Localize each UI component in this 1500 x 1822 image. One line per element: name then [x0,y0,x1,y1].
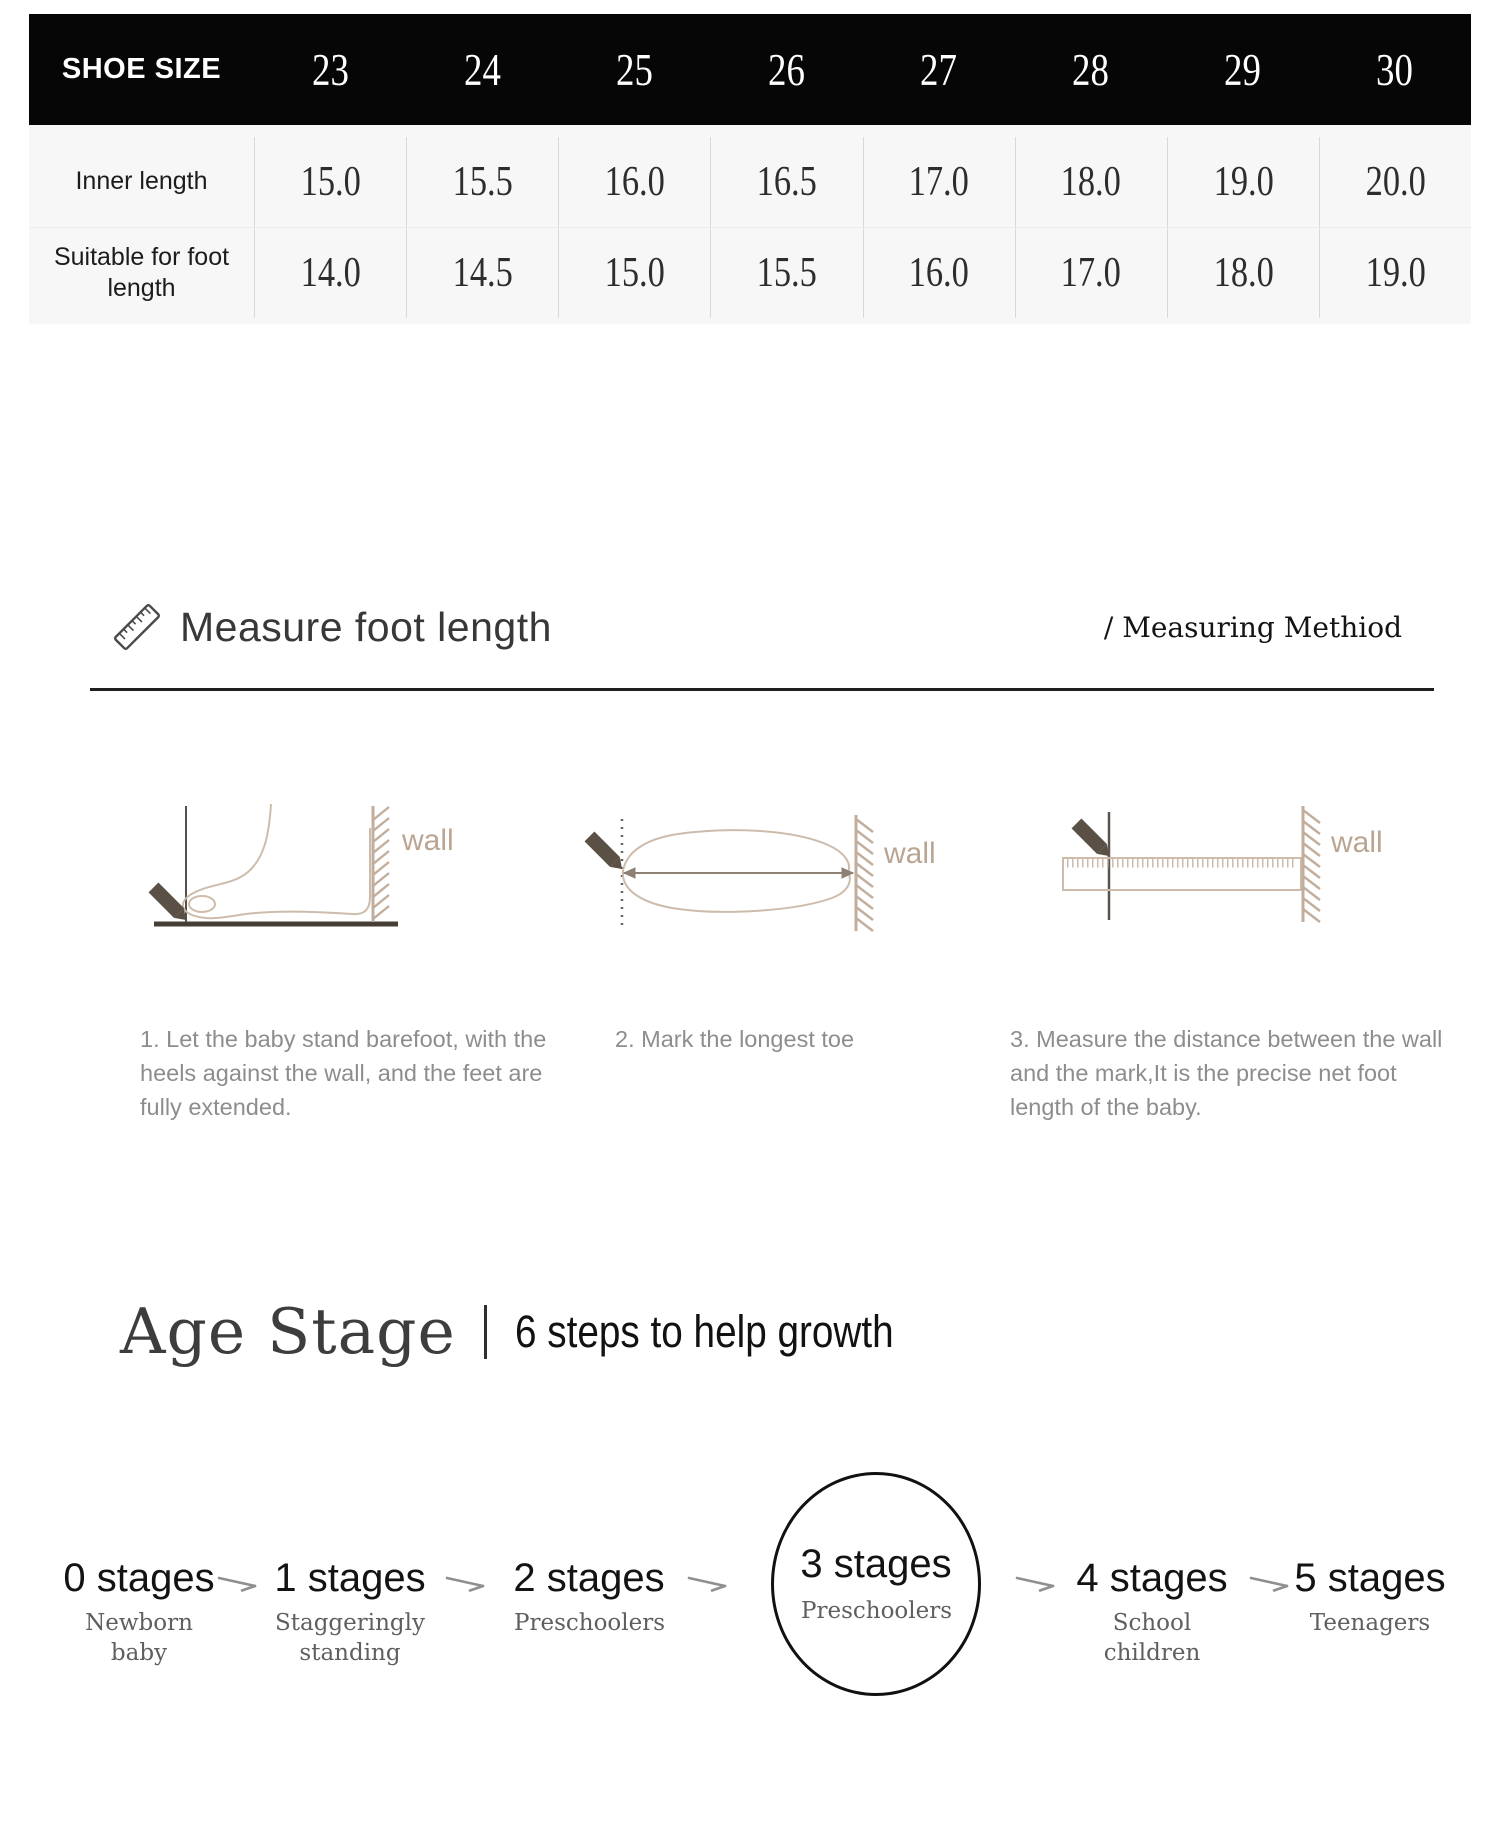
age-stage-label: Newborn baby [85,1610,193,1666]
size-cell-value [558,137,710,227]
age-stage-name: 2 stages [513,1556,665,1600]
age-stage-label: Preschoolers [514,1610,666,1636]
stage-arrow-icon [445,1572,491,1603]
measure-arrow [624,868,853,878]
size-column-header [406,44,558,96]
section-divider [90,688,1434,691]
cell-number: 15.5 [452,159,513,205]
size-cell-value [558,228,710,318]
curved-right-arrow-icon [217,1572,263,1598]
size-cell-value [1167,228,1319,318]
size-table-title: SHOE SIZE [61,53,222,85]
size-cell-value [254,228,406,318]
size-cell-value [863,228,1015,318]
age-stage-name: 3 stages [800,1541,952,1586]
size-cell-value [406,137,558,227]
age-stage-title: Age Stage [120,1295,456,1368]
size-column-header [1015,44,1167,96]
size-cell-value [406,228,558,318]
wall-label: wall [884,837,936,870]
pencil-icon [1072,819,1114,861]
heading-divider [484,1305,487,1359]
curved-right-arrow-icon [687,1572,733,1598]
age-stage-name: 5 stages [1294,1556,1446,1600]
cell-number: 18.0 [1213,250,1274,296]
cell-number: 19.0 [1213,159,1274,205]
size-row-label: Inner length [75,167,208,196]
stage-arrow-icon [1015,1572,1061,1603]
size-value: 23 [311,44,349,95]
footprint-outline [623,830,850,912]
age-stage-name: 0 stages [63,1556,215,1600]
cell-number: 16.0 [908,250,970,296]
measure-step-3: 3. Measure the distance between the wall and the mark,It is the precise net foot length of the baby. [1010,1026,1443,1121]
cell-number: 15.5 [756,250,818,296]
measure-section-header [108,598,1440,656]
measure-step-1: 1. Let the baby stand barefoot, with the heels against the wall, and the feet are fully extended. [140,1026,547,1121]
pencil-icon [585,832,627,874]
cell-number: 15.0 [604,250,665,296]
curved-right-arrow-icon [1015,1572,1061,1598]
measure-diagram-ruler [1035,802,1450,927]
age-stage-label: Staggeringly standing [275,1610,426,1666]
cell-number: 14.5 [452,250,513,296]
size-column-header [1167,44,1319,96]
age-stage-item [1032,1556,1272,1669]
foot-outline [183,804,370,918]
size-table-body [29,125,1471,324]
size-column-header [1319,44,1471,96]
size-column-header [710,44,862,96]
size-cell-value [1167,137,1319,227]
size-table-row [29,227,1471,318]
cell-number: 14.0 [300,250,361,296]
size-column-header [863,44,1015,96]
size-value: 30 [1376,44,1414,95]
measure-diagram-stand [126,800,471,940]
size-cell-value [710,228,862,318]
age-stage-label: Preschoolers [801,1597,953,1624]
measure-title: Measure foot length [180,603,552,650]
size-value: 24 [463,44,501,95]
age-stage-item [230,1556,470,1669]
pencil-icon [149,883,191,925]
cell-number: 15.0 [300,159,361,205]
cell-number: 16.0 [604,159,665,205]
size-value: 28 [1072,44,1110,95]
wall-label: wall [1331,826,1383,859]
size-cell-value [710,137,862,227]
curved-right-arrow-icon [445,1572,491,1598]
stage-arrow-icon [1249,1572,1295,1603]
curved-right-arrow-icon [1249,1572,1295,1598]
size-value: 26 [767,44,805,95]
wall-hatch [856,815,873,931]
size-value: 25 [615,44,653,95]
size-column-header [254,44,406,96]
size-table-header [29,14,1471,125]
cell-number: 17.0 [1061,250,1122,296]
ruler-icon [108,598,166,656]
measure-subtitle: / Measuring Methiod [1103,610,1402,644]
wall-label: wall [402,824,454,857]
age-stage-label: Teenagers [1309,1610,1431,1636]
size-row-label: Suitable for foot length [53,242,230,302]
size-value: 29 [1224,44,1262,95]
size-cell-value [1319,137,1471,227]
age-stage-name: 1 stages [274,1556,426,1600]
stage-arrow-icon [687,1572,733,1603]
size-cell-value [1319,228,1471,318]
size-cell-value [1015,137,1167,227]
size-value: 27 [920,44,958,95]
size-cell-value [254,137,406,227]
stage-arrow-icon [217,1572,263,1603]
cell-number: 18.0 [1061,159,1122,205]
size-table-row [29,137,1471,227]
size-cell-value [1015,228,1167,318]
wall-hatch [373,806,389,922]
age-stage-item-highlighted [771,1472,981,1696]
cell-number: 19.0 [1365,250,1426,296]
size-column-header [558,44,710,96]
wall-hatch [1303,806,1320,922]
age-stage-name: 4 stages [1076,1556,1228,1600]
age-stage-subtitle: 6 steps to help growth [514,1305,894,1357]
size-table [29,14,1471,324]
age-stage-label: School children [1103,1610,1201,1666]
age-stage-heading [120,1295,955,1368]
measure-step-2: 2. Mark the longest toe [615,1026,855,1052]
cell-number: 16.5 [756,159,818,205]
age-stage-item [469,1556,709,1639]
cell-number: 20.0 [1365,159,1426,205]
size-cell-value [863,137,1015,227]
measure-diagram-mark [560,815,945,935]
measure-heading [108,598,552,656]
cell-number: 17.0 [908,159,970,205]
